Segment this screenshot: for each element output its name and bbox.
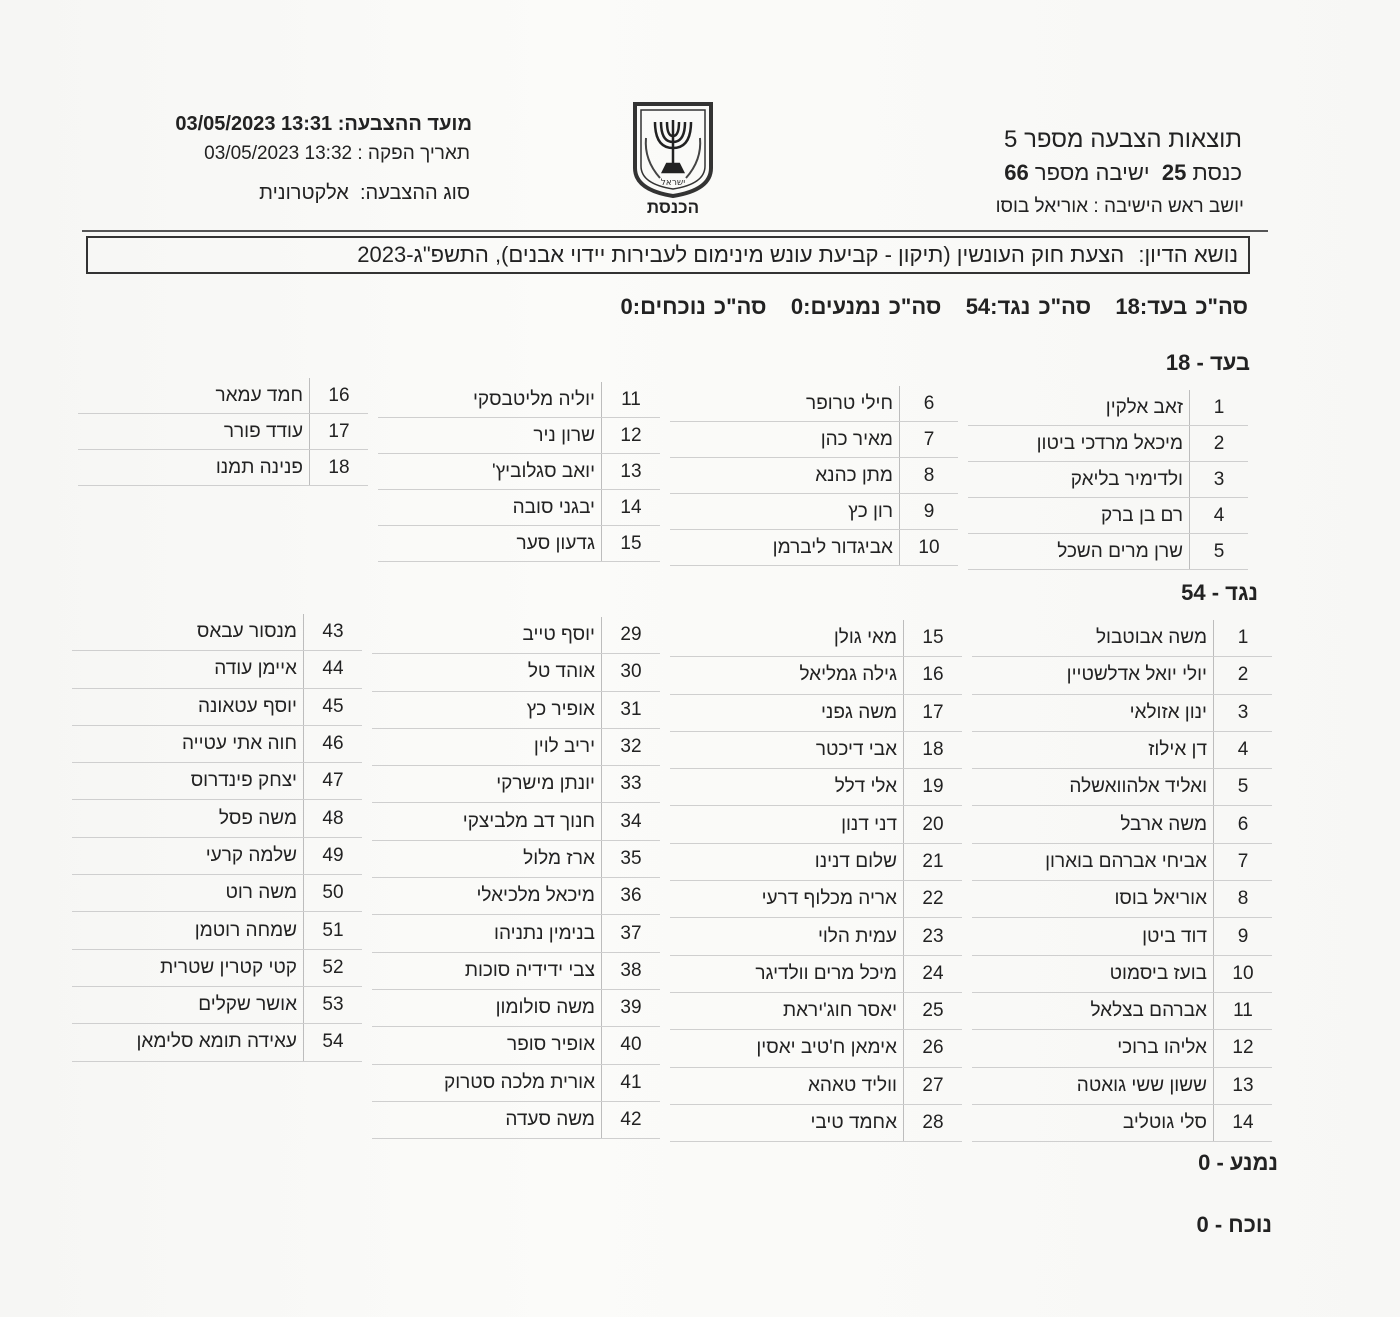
voter-number: 39 [602,989,661,1026]
voter-name: שלמה קרעי [72,837,304,874]
voter-number: 22 [904,881,963,918]
voter-row [972,806,1272,843]
voter-number: 38 [602,952,661,989]
voter-name: אושר שקלים [72,986,304,1023]
session-label: ישיבה מספר [1034,160,1150,185]
voter-number: 3 [1214,694,1273,731]
voter-row [72,763,362,800]
voter-number: 7 [900,422,959,458]
voter-row [670,1104,962,1141]
voter-row [378,490,660,526]
voter-number: 16 [904,657,963,694]
voter-row [972,881,1272,918]
voter-name: חמד עמאר [78,378,310,414]
voter-name: ואליד אלהוואשלה [972,769,1214,806]
voter-number: 2 [1214,657,1273,694]
voter-row [670,1030,962,1067]
voter-row [372,1064,660,1101]
voter-number: 5 [1190,534,1249,570]
present-section-title: נוכח - 0 [1196,1212,1272,1237]
voter-name: ששון ששי גואטה [972,1067,1214,1104]
voter-row [972,657,1272,694]
voter-name: אימאן ח'טיב יאסין [670,1030,904,1067]
for-column-4 [78,378,368,486]
voter-number: 48 [304,800,363,837]
print-time: 03/05/2023 13:32 [204,143,353,164]
voter-number: 12 [602,418,661,454]
voter-number: 40 [602,1027,661,1064]
voter-number: 24 [904,955,963,992]
voter-number: 25 [904,992,963,1029]
voter-name: שרן מרים השכל [968,534,1190,570]
voter-row [372,654,660,691]
voter-name: דוד ביטן [972,918,1214,955]
voter-number: 46 [304,725,363,762]
total-present: סה"כ נוכחים:0 [620,294,767,319]
voter-name: יוסף עטאונה [72,688,304,725]
voter-number: 21 [904,843,963,880]
voter-number: 15 [904,620,963,657]
voter-number: 54 [304,1024,363,1061]
voter-name: שלום דנינו [670,843,904,880]
voter-row [372,915,660,952]
voter-row [968,462,1248,498]
voter-name: אביגדור ליברמן [670,530,900,566]
voter-row [372,1027,660,1064]
voter-name: משה סולומון [372,989,602,1026]
voter-number: 27 [904,1067,963,1104]
voter-row [670,992,962,1029]
voter-row [670,843,962,880]
voter-row [670,881,962,918]
voter-name: ארז מלול [372,840,602,877]
voter-number: 2 [1190,426,1249,462]
voter-name: אוריאל בוסו [972,881,1214,918]
voter-row [670,657,962,694]
voter-row [670,955,962,992]
voter-name: אבי דיכטר [670,731,904,768]
voter-row [670,422,958,458]
voter-number: 14 [602,490,661,526]
voter-name: יוסף טייב [372,617,602,654]
voter-row [670,918,962,955]
voter-name: דן אילוז [972,731,1214,768]
voter-number: 3 [1190,462,1249,498]
against-section-title: נגד - 54 [1181,580,1258,605]
voter-row [72,800,362,837]
voter-name: קטי קטרין שטרית [72,949,304,986]
abstain-section-title: נמנע - 0 [1198,1150,1278,1175]
voter-number: 6 [900,386,959,422]
session-number: 66 [1004,160,1029,185]
voter-number: 19 [904,769,963,806]
voter-name: יאסר חוג'יראת [670,992,904,1029]
voter-name: בועז ביסמוט [972,955,1214,992]
voter-number: 1 [1190,390,1249,426]
voter-row [670,494,958,530]
voter-name: דני דנון [670,806,904,843]
voter-row [372,728,660,765]
voter-number: 10 [1214,955,1273,992]
voter-name: יונתן מישרקי [372,766,602,803]
voter-row [968,534,1248,570]
voter-name: בנימין נתניהו [372,915,602,952]
voter-name: עאידה תומא סלימאן [72,1024,304,1061]
vote-number: 5 [1004,126,1018,153]
voter-name: חוה אתי עטייה [72,725,304,762]
voter-name: יצחק פינדרוס [72,763,304,800]
voter-name: אליהו ברוכי [972,1030,1214,1067]
voter-name: איימן עודה [72,651,304,688]
voter-row [972,1030,1272,1067]
chair-name: אוריאל בוסו [995,196,1089,217]
voter-name: אביחי אברהם בוארון [972,843,1214,880]
voter-row [378,418,660,454]
for-column-3 [378,382,660,562]
voter-row [972,620,1272,657]
voter-name: משה אבוטבול [972,620,1214,657]
vote-type-line [259,182,470,205]
voter-row [670,731,962,768]
voter-name: עודד פורר [78,414,310,450]
voter-name: יבגני סובה [378,490,602,526]
voter-number: 44 [304,651,363,688]
voter-row [72,1024,362,1061]
voter-row [378,454,660,490]
voter-row [78,414,368,450]
voter-name: יריב לוין [372,728,602,765]
totals-line [621,294,1249,320]
knesset-number: 25 [1161,160,1187,185]
voter-number: 18 [904,731,963,768]
print-time-label: תאריך הפקה : [357,143,470,164]
voter-name: משה רוט [72,875,304,912]
voter-number: 23 [904,918,963,955]
voter-row [72,986,362,1023]
voter-row [972,843,1272,880]
voter-name: מיכל מרים וולדיגר [670,955,904,992]
voter-row [972,918,1272,955]
voter-name: יולי יואל אדלשטיין [972,657,1214,694]
vote-time-line [175,113,472,136]
voter-number: 14 [1214,1104,1273,1141]
voter-name: זאב אלקין [968,390,1190,426]
vote-type: אלקטרונית [259,182,349,204]
voter-row [378,382,660,418]
voter-name: משה פסל [72,800,304,837]
topic-box [86,236,1250,274]
voter-row [670,530,958,566]
voter-row [372,952,660,989]
voter-row [972,992,1272,1029]
for-column-2 [670,386,958,566]
voter-number: 43 [304,614,363,651]
voter-row [378,526,660,562]
voter-row [72,912,362,949]
voter-row [72,837,362,874]
voter-number: 9 [1214,918,1273,955]
voter-row [372,617,660,654]
voter-number: 13 [1214,1067,1273,1104]
voter-number: 52 [304,949,363,986]
voter-name: ינון אזולאי [972,694,1214,731]
voter-name: ווליד טאהא [670,1067,904,1104]
voter-name: פנינה תמנו [78,450,310,486]
voter-number: 53 [304,986,363,1023]
voter-name: ולדימיר בליאק [968,462,1190,498]
voter-number: 50 [304,875,363,912]
voter-name: מנסור עבאס [72,614,304,651]
header-divider [82,230,1268,232]
voter-number: 1 [1214,620,1273,657]
voter-row [972,1067,1272,1104]
voter-row [72,651,362,688]
voter-number: 45 [304,688,363,725]
against-column-2 [670,620,962,1142]
voter-number: 31 [602,691,661,728]
voter-name: אחמד טיבי [670,1104,904,1141]
knesset-label: כנסת [1192,160,1242,185]
for-section-title: בעד - 18 [1165,350,1250,375]
voter-name: אברהם בצלאל [972,992,1214,1029]
voter-row [670,1067,962,1104]
voter-name: רון כץ [670,494,900,530]
voter-row [972,731,1272,768]
voter-number: 35 [602,840,661,877]
voter-row [670,806,962,843]
voter-number: 7 [1214,843,1273,880]
voter-number: 47 [304,763,363,800]
for-column-1 [968,390,1248,570]
voter-row [972,694,1272,731]
voter-number: 10 [900,530,959,566]
voter-name: מאי גולן [670,620,904,657]
voter-row [372,766,660,803]
voter-name: צבי ידידיה סוכות [372,952,602,989]
vote-title [1004,126,1242,154]
voter-row [372,691,660,728]
voter-name: אופיר כץ [372,691,602,728]
emblem-label: הכנסת [646,198,700,217]
voter-number: 12 [1214,1030,1273,1067]
voter-name: חילי טרופר [670,386,900,422]
voter-number: 18 [310,450,369,486]
voter-name: גדעון סער [378,526,602,562]
voter-row [72,688,362,725]
voter-number: 42 [602,1101,661,1138]
voter-row [670,620,962,657]
voter-row [972,769,1272,806]
voter-name: אורית מלכה סטרוק [372,1064,602,1101]
voter-name: מיכאל מרדכי ביטון [968,426,1190,462]
voter-row [972,955,1272,992]
against-column-1 [972,620,1272,1142]
total-abstain: סה"כ נמנעים:0 [790,294,942,319]
voter-number: 26 [904,1030,963,1067]
voter-name: יואב סגלוביץ' [378,454,602,490]
voter-name: אלי דלל [670,769,904,806]
voter-name: אוהד טל [372,654,602,691]
voter-name: יוליה מליטבסקי [378,382,602,418]
total-for: סה"כ בעד:18 [1115,294,1248,319]
vote-time: 03/05/2023 13:31 [175,113,333,135]
voter-name: משה סעדה [372,1101,602,1138]
voter-number: 17 [904,694,963,731]
voter-name: אריה מכלוף דרעי [670,881,904,918]
voter-name: מאיר כהן [670,422,900,458]
voter-row [372,989,660,1026]
voter-name: גילה גמליאל [670,657,904,694]
voter-number: 5 [1214,769,1273,806]
voter-name: עמית הלוי [670,918,904,955]
voter-name: מיכאל מלכיאלי [372,878,602,915]
voter-row [968,390,1248,426]
against-column-4 [72,614,362,1062]
voter-row [72,875,362,912]
voter-row [670,769,962,806]
voter-number: 15 [602,526,661,562]
voter-number: 8 [900,458,959,494]
chair-label: יושב ראש הישיבה : [1093,196,1244,217]
voter-name: משה ארבל [972,806,1214,843]
voter-row [968,426,1248,462]
voter-row [72,725,362,762]
voter-row [968,498,1248,534]
chair-line [996,196,1244,218]
voter-name: רם בן ברק [968,498,1190,534]
voter-number: 20 [904,806,963,843]
voter-number: 36 [602,878,661,915]
topic-text: הצעת חוק העונשין (תיקון - קביעת עונש מינימום לעבירות יידוי אבנים), התשפ"ג-2023 [357,242,1125,267]
voter-row [670,386,958,422]
voter-number: 33 [602,766,661,803]
voter-name: חנוך דב מלביצקי [372,803,602,840]
vote-type-label: סוג ההצבעה: [359,182,470,204]
voter-number: 4 [1214,731,1273,768]
voter-row [72,614,362,651]
voter-row [372,878,660,915]
voter-number: 9 [900,494,959,530]
knesset-session-line [1004,160,1242,186]
voter-number: 49 [304,837,363,874]
voter-number: 34 [602,803,661,840]
voter-number: 6 [1214,806,1273,843]
voter-number: 11 [1214,992,1273,1029]
vote-title-text: תוצאות הצבעה מספר [1024,126,1242,153]
voter-name: שרון ניר [378,418,602,454]
voter-number: 29 [602,617,661,654]
voter-number: 37 [602,915,661,952]
voter-number: 51 [304,912,363,949]
voter-number: 28 [904,1104,963,1141]
voter-name: מתן כהנא [670,458,900,494]
voter-row [972,1104,1272,1141]
voter-row [372,840,660,877]
svg-text:ישראל: ישראל [660,178,686,188]
total-against: סה"כ נגד:54 [965,294,1092,319]
voter-number: 41 [602,1064,661,1101]
voter-number: 4 [1190,498,1249,534]
voter-row [72,949,362,986]
against-column-3 [372,617,660,1139]
vote-time-label: מועד ההצבעה: [337,113,472,135]
voter-name: שמחה רוטמן [72,912,304,949]
print-time-line [204,143,470,165]
voter-row [670,458,958,494]
voter-row [78,378,368,414]
voter-row [372,1101,660,1138]
voter-name: אופיר סופר [372,1027,602,1064]
voter-number: 13 [602,454,661,490]
voter-number: 16 [310,378,369,414]
voter-row [372,803,660,840]
topic-label: נושא הדיון: [1138,242,1238,267]
voter-number: 8 [1214,881,1273,918]
voter-number: 11 [602,382,661,418]
voter-number: 17 [310,414,369,450]
voter-name: סלי גוטליב [972,1104,1214,1141]
voter-number: 30 [602,654,661,691]
voter-row [670,694,962,731]
voter-name: משה גפני [670,694,904,731]
voter-row [78,450,368,486]
voter-number: 32 [602,728,661,765]
